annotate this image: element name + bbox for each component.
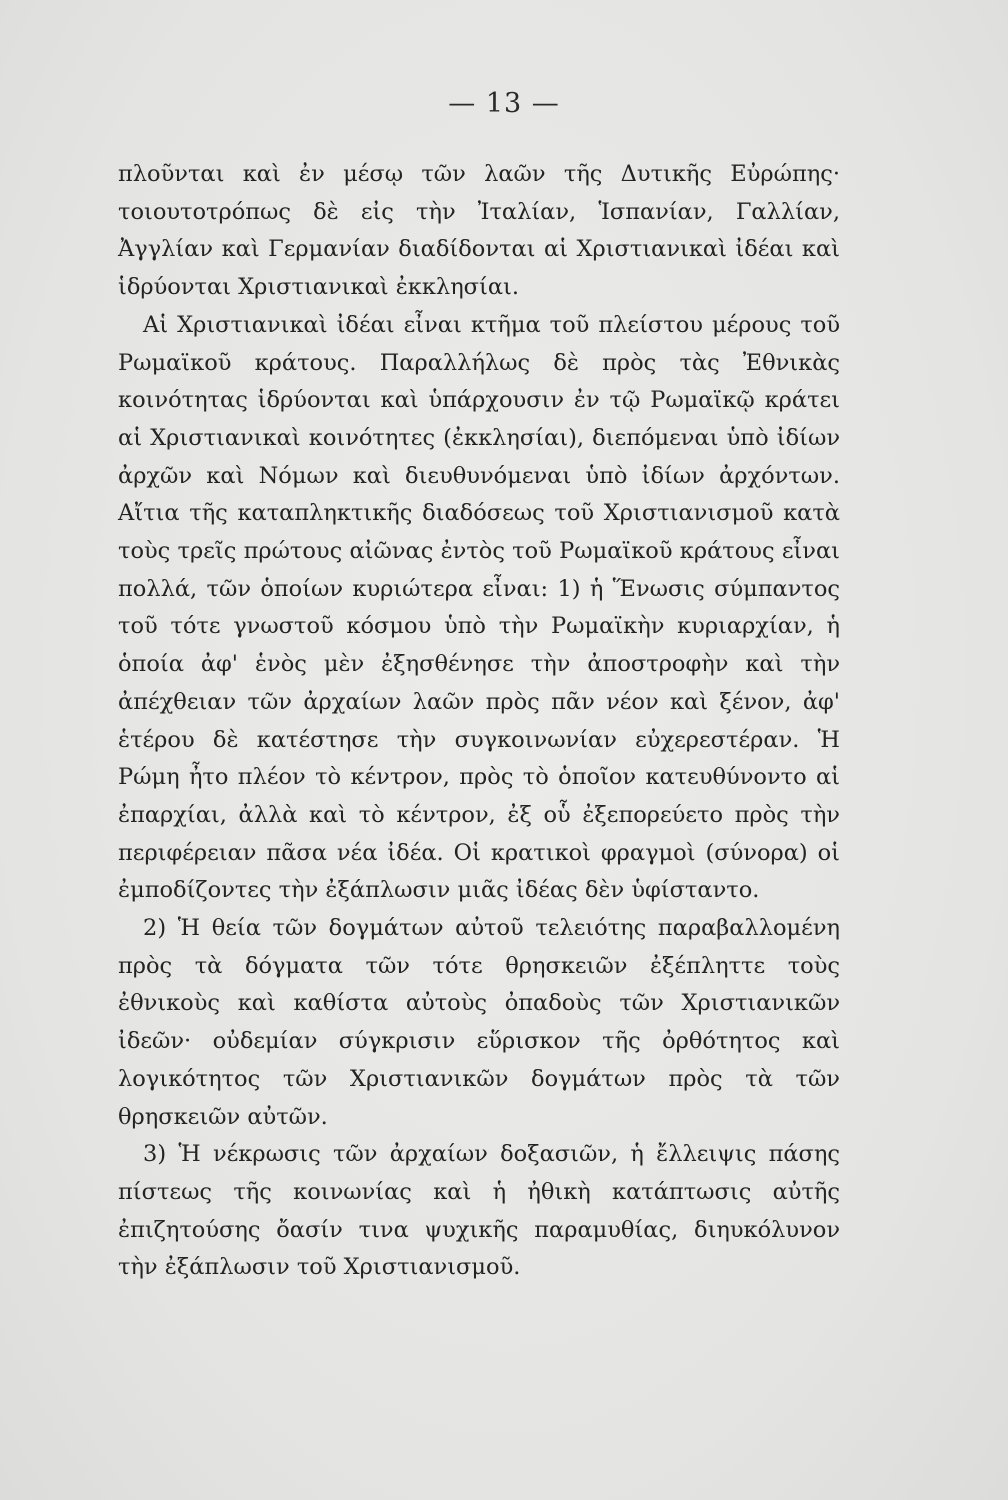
paragraph-continuation: πλοῦνται καὶ ἐν μέσῳ τῶν λαῶν τῆς Δυτικῆς Εὐρώπης· τοιουτοτρόπως δὲ εἰς τὴν Ἰταλίαν, Ἱσπανίαν, Γαλλίαν, Ἀγγλίαν καὶ Γερμανίαν διαδίδονται αἱ Χριστιανικαὶ ἰδέαι καὶ ἱδρύονται Χριστιανικαὶ ἐκκλησίαι. bbox=[118, 161, 840, 301]
page-number: — 13 — bbox=[448, 88, 560, 119]
body-text bbox=[118, 156, 840, 1287]
paragraph-point-3: 3) Ἡ νέκρωσις τῶν ἀρχαίων δοξασιῶν, ἡ ἔλλειψις πάσης πίστεως τῆς κοινωνίας καὶ ἡ ἠθικὴ κατάπτωσις αὐτῆς ἐπιζητούσης ὄασίν τινα ψυχικῆς παραμυθίας, διηυκόλυνον τὴν ἐξάπλωσιν τοῦ Χριστιανισμοῦ. bbox=[118, 1141, 840, 1281]
paragraph-christian-ideas: Αἱ Χριστιανικαὶ ἰδέαι εἶναι κτῆμα τοῦ πλείστου μέρους τοῦ Ρωμαϊκοῦ κράτους. Παραλλήλως δὲ πρὸς τὰς Ἐθνικὰς κοινότητας ἱδρύονται καὶ ὑπάρχουσιν ἐν τῷ Ρωμαϊκῷ κράτει αἱ Χριστιανικαὶ κοινότητες (ἐκκλησίαι), διεπόμεναι ὑπὸ ἰδίων ἀρχῶν καὶ Νόμων καὶ διευθυνόμεναι ὑπὸ ἰδίων ἀρχόντων. Αἴτια τῆς καταπληκτικῆς διαδόσεως τοῦ Χριστιανισμοῦ κατὰ τοὺς τρεῖς πρώτους αἰῶνας ἐντὸς τοῦ Ρωμαϊκοῦ κράτους εἶναι πολλά, τῶν ὁποίων κυριώτερα εἶναι: 1) ἡ Ἕνωσις σύμπαντος τοῦ τότε γνωστοῦ κόσμου ὑπὸ τὴν Ρωμαϊκὴν κυριαρχίαν, ἡ ὁποία ἀφ' ἑνὸς μὲν ἐξησθένησε τὴν ἀποστροφὴν καὶ τὴν ἀπέχθειαν τῶν ἀρχαίων λαῶν πρὸς πᾶν νέον καὶ ξένον, ἀφ' ἑτέρου δὲ κατέστησε τὴν συγκοινωνίαν εὐχερεστέραν. Ἡ Ρώμη ἦτο πλέον τὸ κέντρον, πρὸς τὸ ὁποῖον κατευθύνοντο αἱ ἐπαρχίαι, ἀλλὰ καὶ τὸ κέντρον, ἐξ οὗ ἐξεπορεύετο πρὸς τὴν περιφέρειαν πᾶσα νέα ἰδέα. Οἱ κρατικοὶ φραγμοὶ (σύνορα) οἱ ἐμποδίζοντες τὴν ἐξάπλωσιν μιᾶς ἰδέας δὲν ὑφίσταντο. bbox=[118, 311, 840, 904]
paragraph-point-2: 2) Ἡ θεία τῶν δογμάτων αὐτοῦ τελειότης παραβαλλομένη πρὸς τὰ δόγματα τῶν τότε θρησκειῶν ἐξέπληττε τοὺς ἐθνικοὺς καὶ καθίστα αὐτοὺς ὀπαδοὺς τῶν Χριστιανικῶν ἰδεῶν· οὐδεμίαν σύγκρισιν εὕρισκον τῆς ὀρθότητος καὶ λογικότητος τῶν Χριστιανικῶν δογμάτων πρὸς τὰ τῶν θρησκειῶν αὐτῶν. bbox=[118, 915, 840, 1130]
